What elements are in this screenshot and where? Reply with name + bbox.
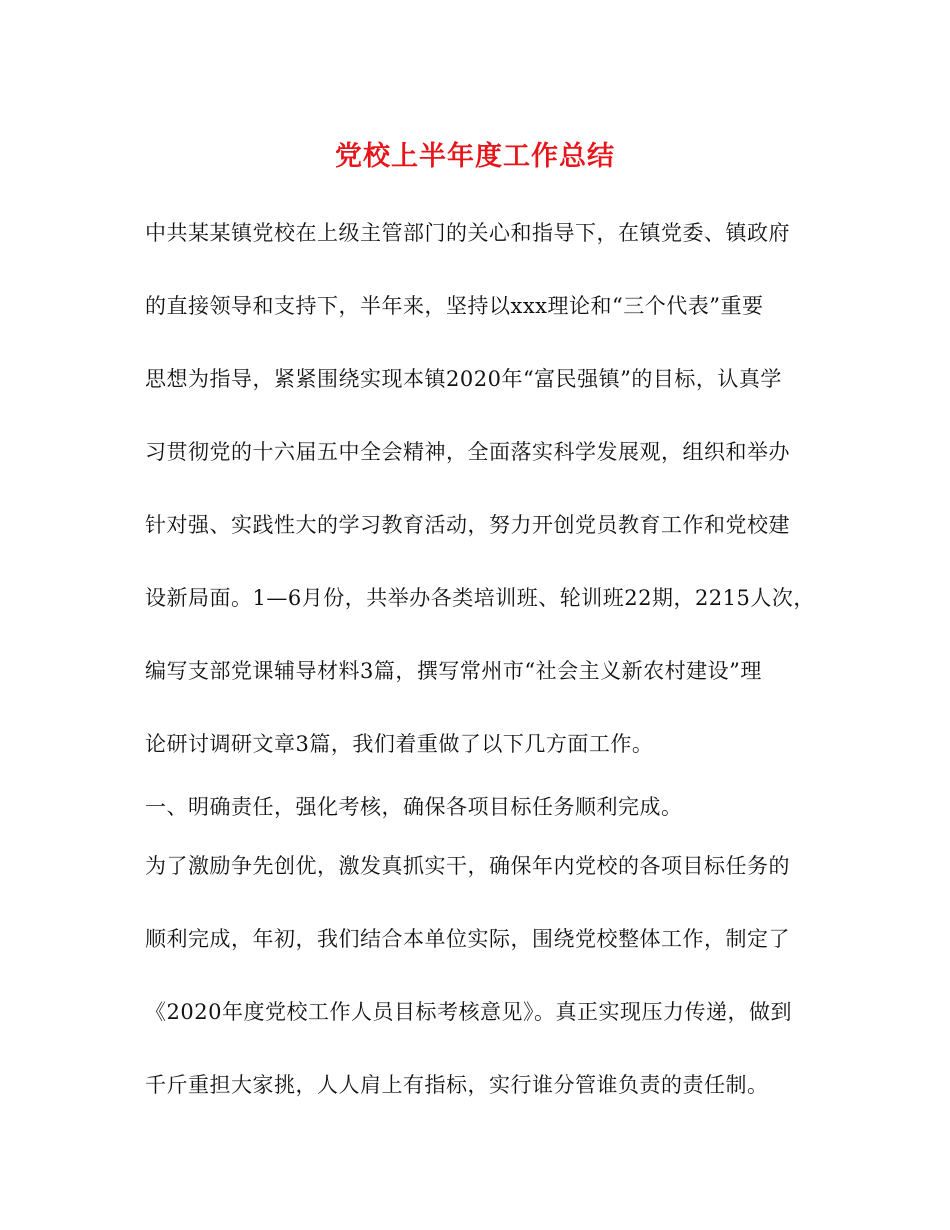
paragraph-1-line-5: 针对强、实践性大的学习教育活动，努力开创党员教育工作和党校建 xyxy=(145,513,790,537)
paragraph-1-line-4: 习贯彻党的十六届五中全会精神，全面落实科学发展观，组织和举办 xyxy=(145,440,790,464)
paragraph-2-line-3: 《2020年度党校工作人员目标考核意见》。真正实现压力传递，做到 xyxy=(145,1000,792,1024)
document-title: 党校上半年度工作总结 xyxy=(335,141,615,172)
paragraph-1-line-1: 中共某某镇党校在上级主管部门的关心和指导下，在镇党委、镇政府 xyxy=(145,221,790,245)
section-heading: 一、明确责任，强化考核，确保各项目标任务顺利完成。 xyxy=(145,795,683,819)
paragraph-1-line-6: 设新局面。1—6月份，共举办各类培训班、轮训班22期，2215人次， xyxy=(145,586,815,610)
paragraph-1-line-8: 论研讨调研文章3篇，我们着重做了以下几方面工作。 xyxy=(145,732,654,756)
paragraph-2-line-4: 千斤重担大家挑，人人肩上有指标，实行谁分管谁负责的责任制。 xyxy=(145,1073,769,1097)
paragraph-2-line-2: 顺利完成，年初，我们结合本单位实际，围绕党校整体工作，制定了 xyxy=(145,927,790,951)
paragraph-1-line-2: 的直接领导和支持下，半年来，坚持以xxx理论和“三个代表”重要 xyxy=(145,294,764,318)
paragraph-1-line-7: 编写支部党课辅导材料3篇，撰写常州市“社会主义新农村建设”理 xyxy=(145,659,762,683)
paragraph-1-line-3: 思想为指导，紧紧围绕实现本镇2020年“富民强镇”的目标，认真学 xyxy=(145,367,782,391)
paragraph-2-line-1: 为了激励争先创优，激发真抓实干，确保年内党校的各项目标任务的 xyxy=(145,854,790,878)
